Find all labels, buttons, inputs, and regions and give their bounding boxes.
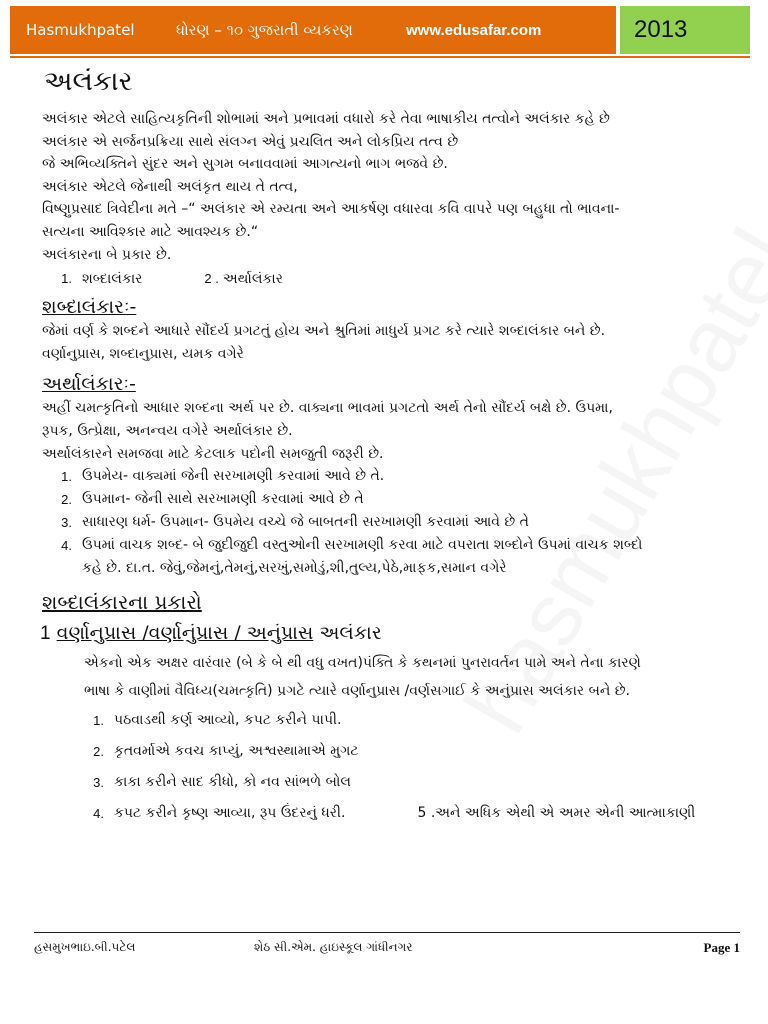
examples-list: [42, 705, 742, 829]
intro-line: અલંકાર એ સર્જનપ્રક્રિયા સાથે સંલગ્ન એવું પ્રચલિત અને લોકપ્રિય તત્વ છે: [42, 133, 459, 150]
list-number: 2 .: [204, 271, 219, 287]
types-list: [42, 266, 742, 292]
paragraph-line: એકનો એક અક્ષર વારંવાર (બે કે બે થી વધુ વખત)પંક્તિ કે કથનમાં પુનરાવર્તન પામે અને તેના કારણે: [84, 655, 641, 672]
paragraph-line: વર્ણાનુપ્રાસ, શબ્દાનુપ્રાસ, યમક વગેરે: [42, 345, 244, 362]
subsection-title: વર્ણાનુપ્રાસ /વર્ણાનુંપ્રાસ / અનુંપ્રાસ: [56, 622, 314, 645]
intro-line: વિષ્ણુપ્રસાદ ત્રિવેદીના મતે –“ અલંકાર એ રમ્યતા અને આકર્ષણ વધારવા કવિ વાપરે પણ બહુધા તો ભાવના-: [42, 201, 620, 218]
list-text-example-5: 5 .અને અધિક એથી એ અમર એની આત્માકાણી: [417, 805, 696, 822]
type-shabdalankar: શબ્દાલંકાર: [82, 271, 143, 288]
list-number: 1.: [93, 713, 104, 729]
list-text: સાધારણ ધર્મ- ઉપમાન- ઉપમેય વચ્ચે જે બાબતની સરખામણી કરવામાં આવે છે તે: [82, 514, 529, 531]
type-arthalankar: અર્થાલંકાર: [222, 271, 283, 288]
list-number: 2.: [61, 492, 72, 508]
subsection-title-suffix: અલંકાર: [313, 622, 382, 645]
paragraph-line: અહીં ચમત્કૃતિનો આધાર શબ્દના અર્થ પર છે. વાક્યના ભાવમાં પ્રગટતો અર્થ તેનો સૌંદર્ય બક્ષે છે. ઉપમા,: [42, 400, 613, 417]
list-number: 2.: [93, 744, 104, 760]
header-class: ધોરણ – ૧૦ ગુજરાતી વ્યકરણ: [176, 21, 353, 39]
header-website[interactable]: www.edusafar.com: [406, 21, 542, 39]
list-number: 1.: [61, 271, 72, 287]
paragraph-line: રૂપક, ઉત્પ્રેક્ષા, અનન્વય વગેરે અર્થાલંકાર છે.: [42, 422, 293, 439]
list-item-continuation: [42, 557, 742, 580]
section-heading-prakaro: શબ્દાલંકારના પ્રકારો: [42, 590, 202, 615]
intro-line: અલંકારના બે પ્રકાર છે.: [42, 246, 172, 263]
intro-line: અલંકાર એટલે જેનાથી અલંકૃત થાય તે તત્વ,: [42, 178, 298, 195]
intro-line: અલંકાર એટલે સાહિત્યકૃતિની શોભામાં અને પ્રભાવમાં વધારો કરે તેવા ભાષાકીય તત્વોને અલંકાર કહે છે: [42, 111, 610, 127]
list-text: કૃતવર્માએ કવચ કાપ્યું, અશ્વસ્થામાએ મુગટ: [114, 743, 359, 760]
list-item: [42, 511, 742, 534]
page-header: [10, 6, 750, 54]
list-text: કાકા કરીને સાદ કીધો, કો નવ સાંભળે બોલ: [114, 774, 351, 791]
list-number: 1.: [61, 469, 72, 485]
footer-page-number: Page 1: [703, 940, 740, 955]
list-number: 3.: [61, 515, 72, 531]
page-title: અલંકાર: [44, 66, 133, 97]
page-footer: [34, 940, 740, 956]
list-item: [42, 534, 742, 557]
list-number: 3.: [93, 775, 104, 791]
paragraph-line: જેમાં વર્ણ કે શબ્દને આધારે સૌંદર્ય પ્રગટતું હોય અને શ્રુતિમાં માધુર્ય પ્રગટ કરે ત્યારે શબ્દાલંકાર બને છે.: [42, 323, 606, 340]
section-heading-arthalankar: અર્થાલંકારઃ-: [42, 373, 136, 396]
list-text: ઉપમાં વાચક શબ્દ- બે જુદીજુદી વસ્તુઓની સરખામણી કરવા માટે વપરાતા શબ્દોને ઉપમાં વાચક શબ્દો: [82, 537, 643, 554]
intro-line: સત્યના આવિશ્કાર માટે આવશ્યક છે.“: [42, 223, 259, 240]
header-year: 2013: [620, 6, 750, 54]
list-number: 4.: [93, 806, 104, 822]
list-item: [84, 705, 742, 736]
list-text: કપટ કરીને કૃષ્ણ આવ્યા, રૂપ ઉંદરનું ધરી.: [114, 805, 346, 822]
paragraph-line: અર્થાલંકારને સમજવા માટે કેટલાક પદોની સમજુતી જરૂરી છે.: [42, 445, 384, 462]
footer-school: શેઠ સી.એમ. હાઇસ્કૂલ ગાંધીનગર: [254, 940, 413, 954]
list-item: [84, 767, 742, 798]
list-text: ઉપમેય- વાક્યમાં જેની સરખામણી કરવામાં આવે છે તે.: [82, 468, 385, 485]
header-divider: [10, 56, 750, 58]
header-orange-band: [10, 6, 616, 54]
footer-divider: [34, 932, 740, 933]
footer-author: હસમુખભાઇ.બી.પટેલ: [34, 940, 136, 954]
paragraph-line: ભાષા કે વાણીમાં વૈવિધ્ય(ચમત્કૃતિ) પ્રગટે ત્યારે વર્ણાનુપ્રાસ /વર્ણસગાઈ કે અનુંપ્રાસ અલંકાર બને છે.: [84, 683, 630, 700]
list-item: [84, 736, 742, 767]
list-text: ઉપમાન- જેની સાથે સરખામણી કરવામાં આવે છે તે: [82, 491, 364, 508]
terms-list: [42, 465, 742, 580]
intro-line: જે અભિવ્યક્તિને સુંદર અને સુગમ બનાવવામાં આગત્યનો ભાગ ભજવે છે.: [42, 156, 448, 173]
list-text: કહે છે. દા.ત. જેવું,જેમનું,તેમનું,સરખું,સમોડું,શી,તુલ્ય,પેઠે,માફક,સમાન વગેરે: [82, 560, 507, 577]
list-item: [42, 488, 742, 511]
list-item: [42, 266, 742, 292]
list-text: પઠવાડથી કર્ણ આવ્યો, કપટ કરીને પાપી.: [114, 712, 342, 729]
subsection-number: 1: [40, 623, 51, 645]
document-body: [42, 60, 742, 829]
list-item: [42, 465, 742, 488]
section-heading-shabdalankar: શબ્દાલંકારઃ-: [42, 296, 137, 319]
list-item: [84, 798, 742, 829]
subsection-heading-varnanupras: [40, 622, 742, 645]
header-author: Hasmukhpatel: [26, 21, 135, 39]
list-number: 4.: [61, 538, 72, 554]
